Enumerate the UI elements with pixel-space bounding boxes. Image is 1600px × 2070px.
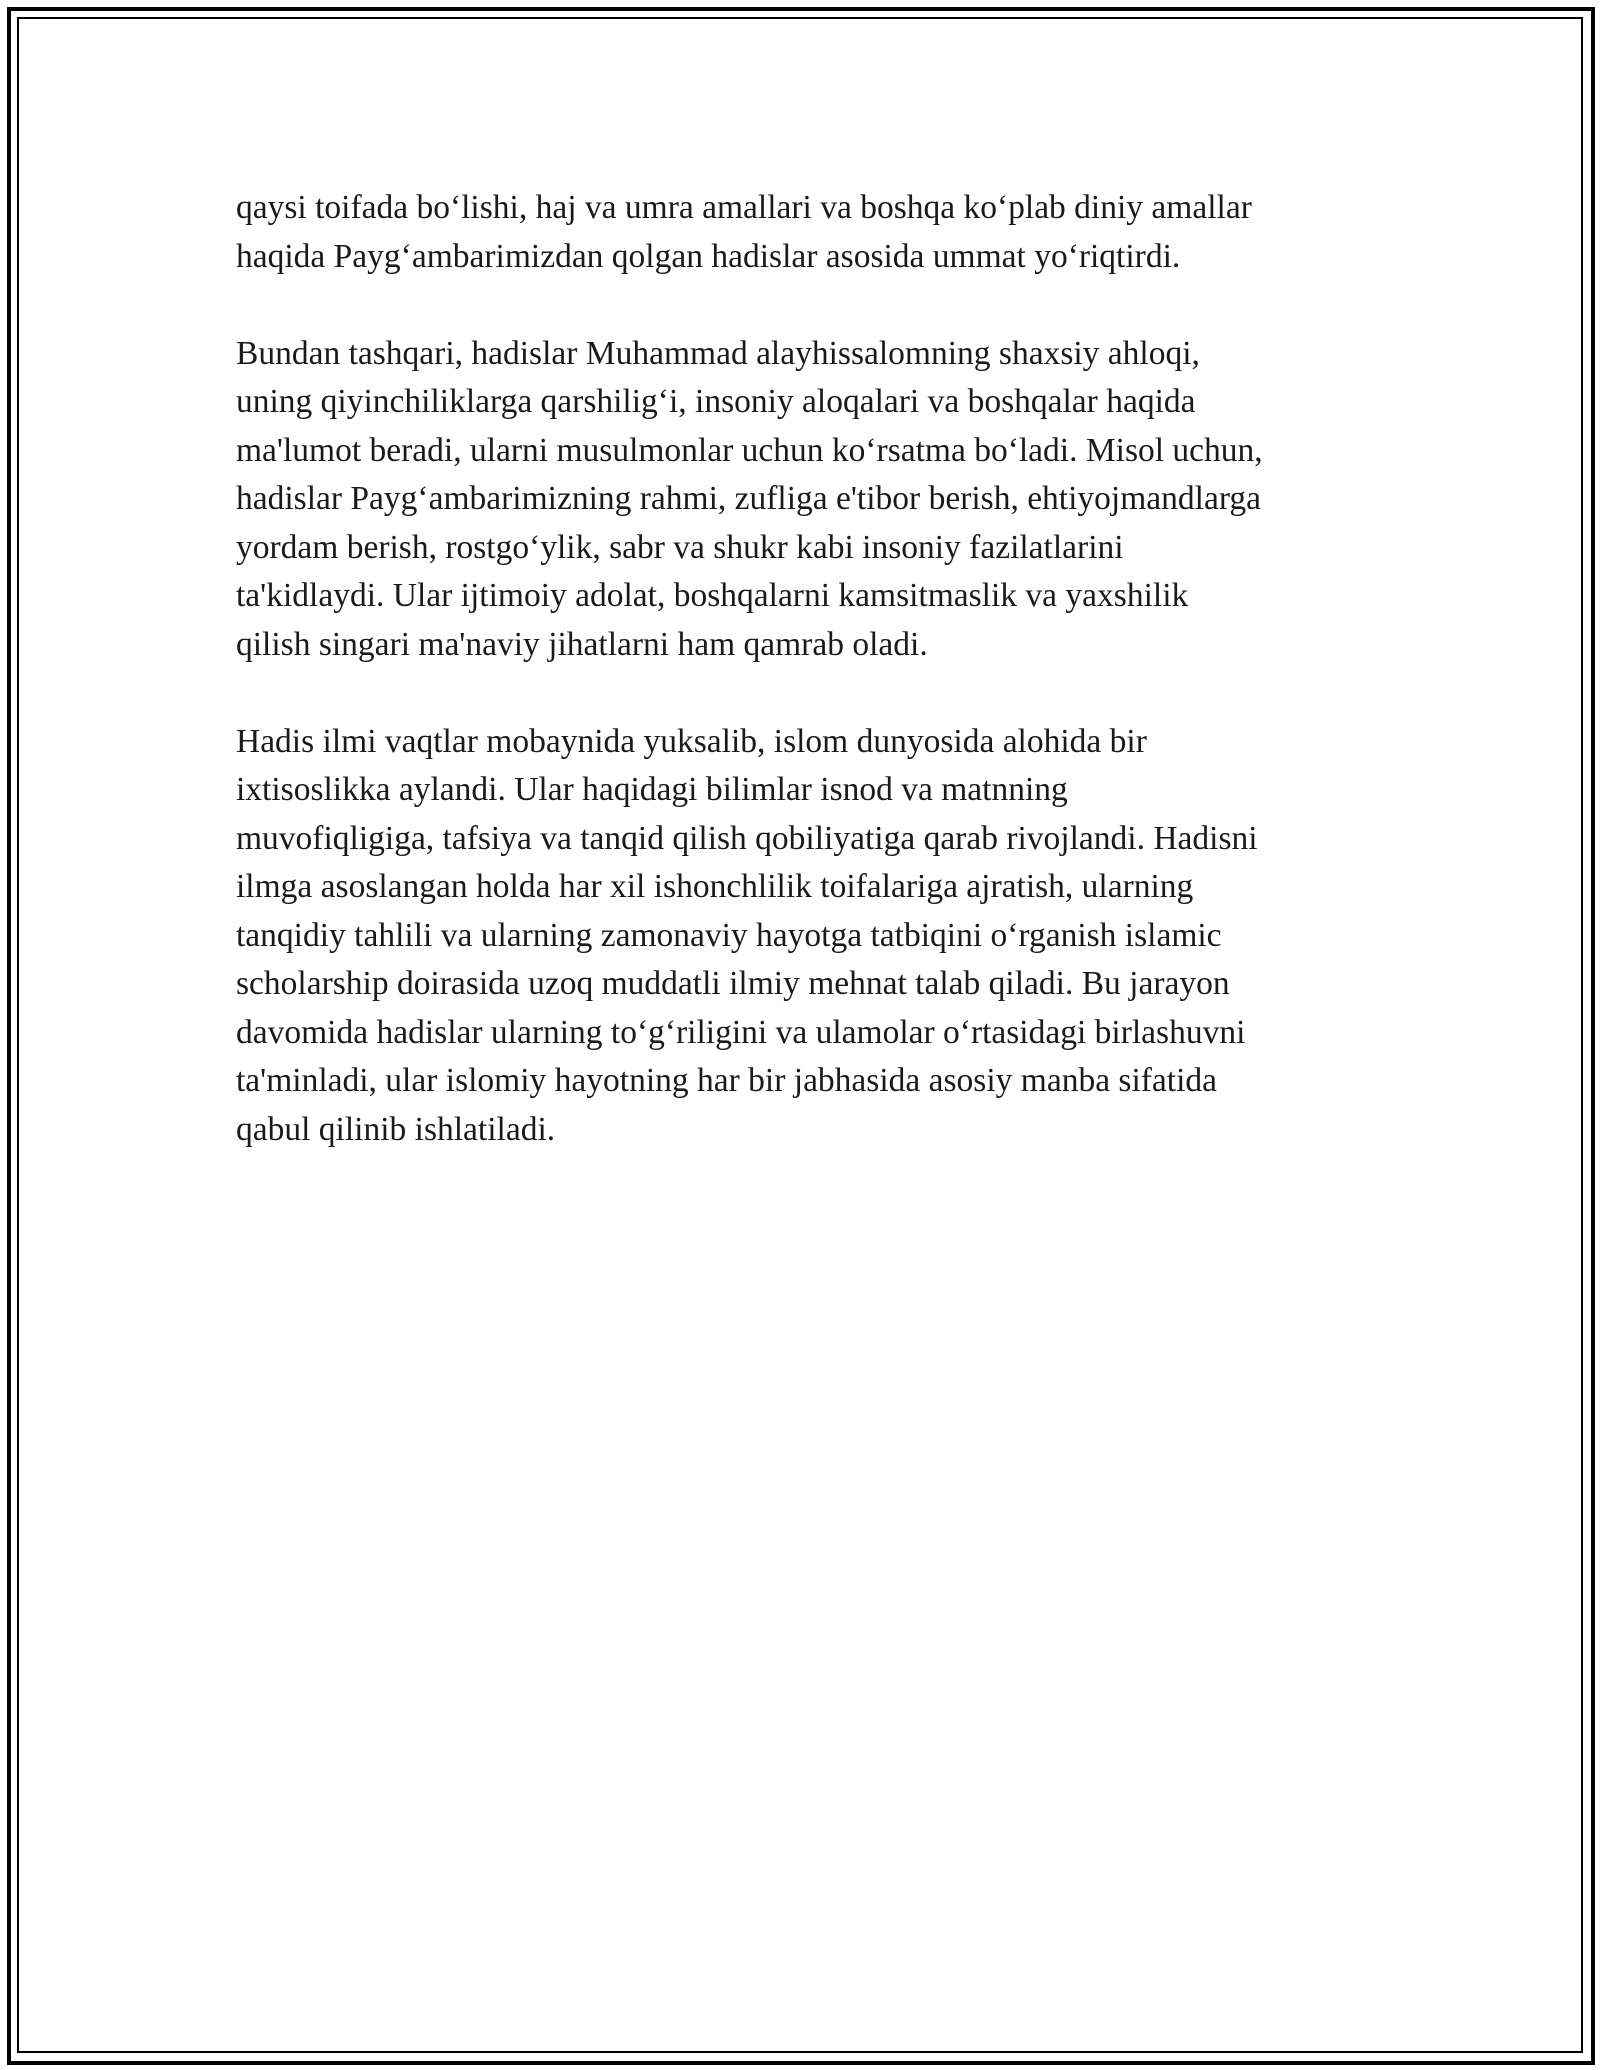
text-line: yordam berish, rostgo‘ylik, sabr va shukr kabi insoniy fazilatlarini xyxy=(236,528,1124,566)
text-line: qabul qilinib ishlatiladi. xyxy=(236,1110,556,1148)
paragraph-2 xyxy=(236,330,1366,670)
text-line: tanqidiy tahlili va ularning zamonaviy hayotga tatbiqini o‘rganish islamic xyxy=(236,916,1222,954)
text-line: Bundan tashqari, hadislar Muhammad alayhissalomning shaxsiy ahloqi, xyxy=(236,334,1200,372)
paragraph-1 xyxy=(236,184,1366,281)
text-line: ta'kidlaydi. Ular ijtimoiy adolat, boshqalarni kamsitmaslik va yaxshilik xyxy=(236,577,1189,614)
text-line: qilish singari ma'naviy jihatlarni ham qamrab oladi. xyxy=(236,625,928,663)
text-line: ixtisoslikka aylandi. Ular haqidagi bilimlar isnod va matnning xyxy=(236,771,1068,808)
text-line: uning qiyinchiliklarga qarshilig‘i, insoniy aloqalari va boshqalar haqida xyxy=(236,383,1196,420)
text-line: scholarship doirasida uzoq muddatli ilmiy mehnat talab qiladi. Bu jarayon xyxy=(236,965,1230,1002)
text-line: haqida Payg‘ambarimizdan qolgan hadislar asosida ummat yo‘riqtirdi. xyxy=(236,237,1181,275)
text-line: muvofiqligiga, tafsiya va tanqid qilish qobiliyatiga qarab rivojlandi. Hadisni xyxy=(236,819,1258,857)
text-line: hadislar Payg‘ambarimizning rahmi, zufliga e'tibor berish, ehtiyojmandlarga xyxy=(236,480,1262,517)
document-body xyxy=(236,184,1366,1203)
text-line: Hadis ilmi vaqtlar mobaynida yuksalib, islom dunyosida alohida bir xyxy=(236,722,1147,760)
text-line: ma'lumot beradi, ularni musulmonlar uchun ko‘rsatma bo‘ladi. Misol uchun, xyxy=(236,431,1263,469)
paragraph-3 xyxy=(236,718,1366,1155)
text-line: ta'minladi, ular islomiy hayotning har bir jabhasida asosiy manba sifatida xyxy=(236,1062,1218,1099)
text-line: davomida hadislar ularning to‘g‘riligini va ulamolar o‘rtasidagi birlashuvni xyxy=(236,1013,1246,1051)
text-line: ilmga asoslangan holda har xil ishonchlilik toifalariga ajratish, ularning xyxy=(236,868,1194,905)
text-line: qaysi toifada bo‘lishi, haj va umra amallari va boshqa ko‘plab diniy amallar xyxy=(236,189,1252,226)
